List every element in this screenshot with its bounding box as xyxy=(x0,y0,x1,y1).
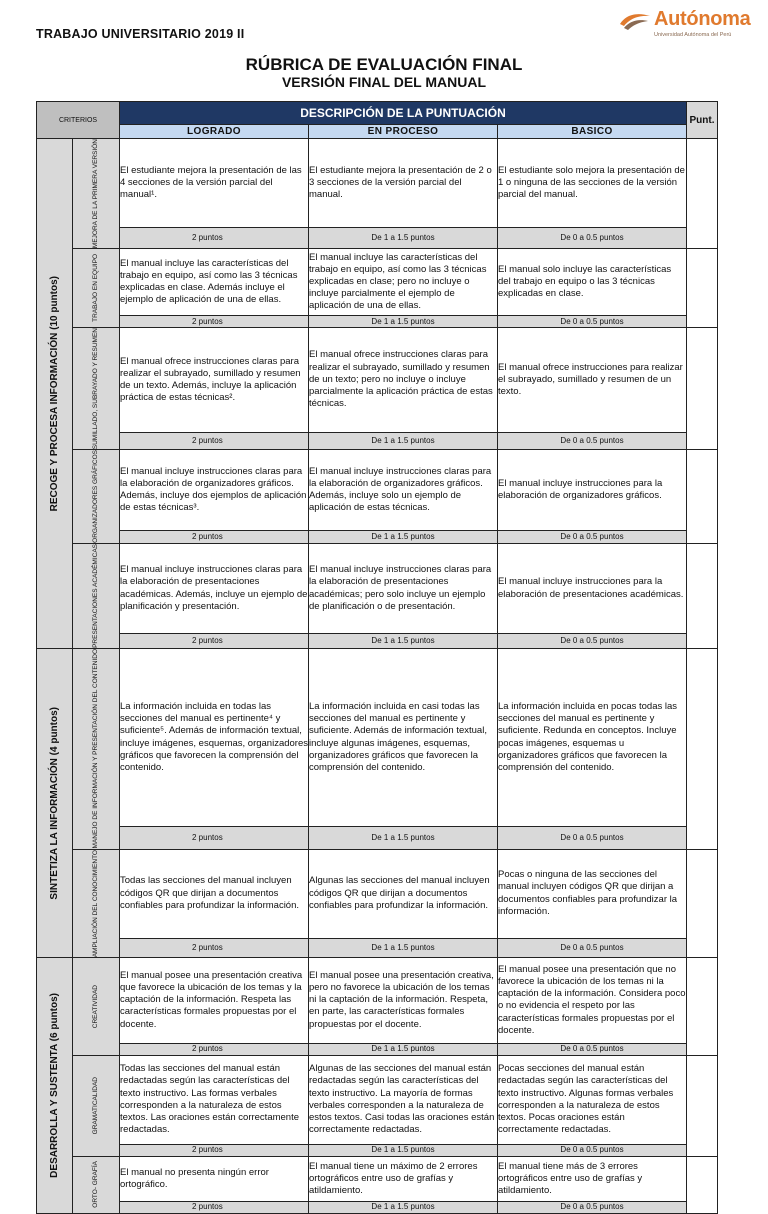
desc-en-proceso: El estudiante mejora la presentación de 2 o 3 secciones de la versión parcial del manual. xyxy=(309,139,498,228)
points-logrado: 2 puntos xyxy=(120,1201,309,1213)
desc-en-proceso: El manual incluye instrucciones claras para la elaboración de organizadores gráficos. Además, incluye solo un ejemplo de aplicación de estas técnicas. xyxy=(309,450,498,530)
desc-logrado: La información incluida en todas las secciones del manual es pertinente⁴ y suficiente⁵. Además de información textual, incluye imágenes, esquemas, organizadores gráficos que favorecen la comprensión del contenido. xyxy=(120,649,309,827)
group-label-text: RECOGE Y PROCESA INFORMACIÓN (10 puntos) xyxy=(49,275,60,512)
points-basico: De 0 a 0.5 puntos xyxy=(498,432,687,449)
criterios-header: CRITERIOS xyxy=(37,102,120,139)
points-logrado: 2 puntos xyxy=(120,316,309,328)
points-logrado: 2 puntos xyxy=(120,228,309,249)
points-row xyxy=(37,1201,718,1213)
criterion-label xyxy=(73,544,120,649)
desc-en-proceso: El manual incluye instrucciones claras para la elaboración de presentaciones académicas; pero solo incluye un ejemplo de planificación o de presentación. xyxy=(309,544,498,634)
points-basico: De 0 a 0.5 puntos xyxy=(498,1043,687,1055)
points-row xyxy=(37,827,718,849)
criterion-label xyxy=(73,649,120,849)
points-logrado: 2 puntos xyxy=(120,634,309,649)
desc-en-proceso: El manual tiene un máximo de 2 errores ortográficos entre uso de grafías y atildamiento. xyxy=(309,1156,498,1201)
criterion-row xyxy=(37,328,718,433)
criterion-label xyxy=(73,328,120,450)
desc-logrado: El manual no presenta ningún error ortográfico. xyxy=(120,1156,309,1201)
description-header: DESCRIPCIÓN DE LA PUNTUACIÓN xyxy=(120,102,687,125)
points-logrado: 2 puntos xyxy=(120,1043,309,1055)
points-basico: De 0 a 0.5 puntos xyxy=(498,228,687,249)
points-row xyxy=(37,634,718,649)
rubric-table xyxy=(36,101,718,1214)
points-row xyxy=(37,530,718,543)
desc-basico: Pocas o ninguna de las secciones del manual incluyen códigos QR que dirijan a documentos confiables para profundizar la información. xyxy=(498,849,687,938)
score-cell[interactable] xyxy=(687,328,718,450)
criterion-label-text: CREATIVIDAD xyxy=(92,984,99,1028)
criterion-row xyxy=(37,1156,718,1201)
desc-en-proceso: Algunas las secciones del manual incluyen códigos QR que dirijan a documentos confiables para profundizar la información. xyxy=(309,849,498,938)
points-basico: De 0 a 0.5 puntos xyxy=(498,316,687,328)
desc-basico: El manual incluye instrucciones para la elaboración de organizadores gráficos. xyxy=(498,450,687,530)
logo-name: Autónoma xyxy=(654,8,751,30)
criterion-row xyxy=(37,139,718,228)
points-row xyxy=(37,938,718,957)
criterion-label-text: GRAMATICALIDAD xyxy=(92,1077,99,1135)
points-row xyxy=(37,432,718,449)
desc-basico: La información incluida en pocas todas las secciones del manual es pertinente y suficiente. Redunda en conceptos. Incluye pocas imágenes, esquemas u organizadores gráficos que favorecen la comprensión del contenido. xyxy=(498,649,687,827)
desc-basico: El manual incluye instrucciones para la elaboración de presentaciones académicas. xyxy=(498,544,687,634)
desc-logrado: Todas las secciones del manual incluyen códigos QR que dirijan a documentos confiables para profundizar la información. xyxy=(120,849,309,938)
desc-en-proceso: La información incluida en casi todas las secciones del manual es pertinente y suficiente. Además de información textual, incluye algunas imágenes, esquemas, organizadores gráficos que favorecen la comprensión del contenido. xyxy=(309,649,498,827)
criterion-label-text: PRESENTACIONES ACADÉMICAS xyxy=(92,544,99,649)
criterion-row xyxy=(37,249,718,316)
criterion-label xyxy=(73,139,120,249)
university-logo xyxy=(616,6,751,46)
page-subtitle: VERSIÓN FINAL DEL MANUAL xyxy=(281,74,487,90)
criterion-label-text: MEJORA DE LA PRIMERA VERSIÓN xyxy=(92,139,99,249)
criterion-row xyxy=(37,957,718,1043)
criterion-label-text: MANEJO DE INFORMACIÓN Y PRESENTACIÓN DEL CONTENIDO xyxy=(92,649,99,849)
points-logrado: 2 puntos xyxy=(120,938,309,957)
criterion-row xyxy=(37,849,718,938)
group-label xyxy=(37,957,73,1213)
points-row xyxy=(37,228,718,249)
group-label xyxy=(37,139,73,649)
score-cell[interactable] xyxy=(687,139,718,249)
group-label xyxy=(37,649,73,958)
score-cell[interactable] xyxy=(687,849,718,957)
desc-basico: El manual ofrece instrucciones para realizar el subrayado, sumillado y resumen de un texto. xyxy=(498,328,687,433)
desc-basico: El estudiante solo mejora la presentación de 1 o ninguna de las secciones de la versión parcial del manual. xyxy=(498,139,687,228)
points-basico: De 0 a 0.5 puntos xyxy=(498,938,687,957)
logo-swoosh-icon xyxy=(618,10,652,32)
desc-en-proceso: El manual ofrece instrucciones claras para realizar el subrayado, sumillado y resumen de un texto; pero no incluye o incluye parcialmente la aplicación práctica de estas técnicas. xyxy=(309,328,498,433)
points-row xyxy=(37,1144,718,1156)
desc-basico: El manual solo incluye las características del trabajo en equipo o las 3 técnicas explicadas en clase. xyxy=(498,249,687,316)
points-basico: De 0 a 0.5 puntos xyxy=(498,634,687,649)
points-en-proceso: De 1 a 1.5 puntos xyxy=(309,1201,498,1213)
points-row xyxy=(37,316,718,328)
desc-logrado: El manual incluye instrucciones claras para la elaboración de organizadores gráficos. Además, incluye dos ejemplos de aplicación de estas técnicas³. xyxy=(120,450,309,530)
points-logrado: 2 puntos xyxy=(120,432,309,449)
score-cell[interactable] xyxy=(687,1055,718,1156)
criterion-label-text: TRABAJO EN EQUIPO xyxy=(92,254,99,323)
desc-logrado: Todas las secciones del manual están redactadas según las características del texto instructivo. Las formas verbales corresponden a la naturaleza de estos textos. Las oraciones están correctamente redactadas. xyxy=(120,1055,309,1144)
points-logrado: 2 puntos xyxy=(120,827,309,849)
points-basico: De 0 a 0.5 puntos xyxy=(498,1201,687,1213)
level-header-basico: BASICO xyxy=(498,125,687,139)
score-cell[interactable] xyxy=(687,649,718,849)
desc-logrado: El manual incluye instrucciones claras para la elaboración de presentaciones académicas. Además, incluye un ejemplo de planificación y presentación. xyxy=(120,544,309,634)
score-cell[interactable] xyxy=(687,249,718,328)
points-basico: De 0 a 0.5 puntos xyxy=(498,827,687,849)
criterion-label xyxy=(73,1055,120,1156)
criterion-label-text: AMPLIACIÓN DEL CONOCIMIENTO xyxy=(92,849,99,957)
points-en-proceso: De 1 a 1.5 puntos xyxy=(309,316,498,328)
desc-basico: Pocas secciones del manual están redactadas según las características del texto instructivo. Algunas formas verbales corresponden a la naturaleza de estos textos. Pocas oraciones están correctamente redactadas. xyxy=(498,1055,687,1144)
points-en-proceso: De 1 a 1.5 puntos xyxy=(309,432,498,449)
desc-en-proceso: El manual incluye las características del trabajo en equipo, así como las 3 técnicas explicadas en clase; pero no incluye o incluye parcialmente el ejemplo de aplicación de una de ellas. xyxy=(309,249,498,316)
points-en-proceso: De 1 a 1.5 puntos xyxy=(309,634,498,649)
points-en-proceso: De 1 a 1.5 puntos xyxy=(309,1144,498,1156)
logo-subtitle: Universidad Autónoma del Perú xyxy=(654,32,732,38)
criterion-label xyxy=(73,957,120,1055)
criterion-row xyxy=(37,649,718,827)
score-cell[interactable] xyxy=(687,957,718,1055)
criterion-label xyxy=(73,450,120,544)
points-logrado: 2 puntos xyxy=(120,530,309,543)
criterion-label-text: ORTO- GRAFÍA xyxy=(92,1161,99,1209)
criterion-row xyxy=(37,450,718,530)
desc-logrado: El manual incluye las características del trabajo en equipo, así como las 3 técnicas explicadas en clase. Además incluye el ejemplo de aplicación de una de ellas. xyxy=(120,249,309,316)
desc-logrado: El estudiante mejora la presentación de las 4 secciones de la versión parcial del manual¹. xyxy=(120,139,309,228)
points-en-proceso: De 1 a 1.5 puntos xyxy=(309,1043,498,1055)
level-header-en-proceso: EN PROCESO xyxy=(309,125,498,139)
score-cell[interactable] xyxy=(687,1156,718,1213)
points-en-proceso: De 1 a 1.5 puntos xyxy=(309,530,498,543)
criterion-label xyxy=(73,249,120,328)
score-cell[interactable] xyxy=(687,544,718,649)
points-basico: De 0 a 0.5 puntos xyxy=(498,530,687,543)
desc-logrado: El manual ofrece instrucciones claras para realizar el subrayado, sumillado y resumen de un texto. Además, incluye la aplicación práctica de estas técnicas². xyxy=(120,328,309,433)
criterion-label xyxy=(73,1156,120,1213)
desc-en-proceso: El manual posee una presentación creativa, pero no favorece la ubicación de los temas ni la captación de la información. Respeta, en parte, las características formales propuestas por el docente. xyxy=(309,957,498,1043)
points-basico: De 0 a 0.5 puntos xyxy=(498,1144,687,1156)
criterion-label-text: ORGANIZADORES GRÁFICOS xyxy=(92,450,99,544)
criterion-row xyxy=(37,544,718,634)
points-en-proceso: De 1 a 1.5 puntos xyxy=(309,228,498,249)
desc-basico: El manual tiene más de 3 errores ortográficos entre uso de grafías y atildamiento. xyxy=(498,1156,687,1201)
desc-en-proceso: Algunas de las secciones del manual están redactadas según las características del texto instructivo. La mayoría de formas verbales corresponden a la naturaleza de estos textos. Casi todas las oraciones están correctamente redactadas. xyxy=(309,1055,498,1144)
page-title: RÚBRICA DE EVALUACIÓN FINAL xyxy=(245,55,523,74)
desc-basico: El manual posee una presentación que no favorece la ubicación de los temas ni la captación de la información. Considera poco o no evidencia el respeto por las características formales propuestas por el docente. xyxy=(498,957,687,1043)
group-label-text: SINTETIZA LA INFORMACIÓN (4 puntos) xyxy=(49,706,60,900)
score-cell[interactable] xyxy=(687,450,718,544)
criterion-label xyxy=(73,849,120,957)
points-row xyxy=(37,1043,718,1055)
desc-logrado: El manual posee una presentación creativa que favorece la ubicación de los temas y la captación de la información. Respeta las características formales propuestas por el docente. xyxy=(120,957,309,1043)
points-en-proceso: De 1 a 1.5 puntos xyxy=(309,938,498,957)
points-en-proceso: De 1 a 1.5 puntos xyxy=(309,827,498,849)
criterion-row xyxy=(37,1055,718,1144)
points-logrado: 2 puntos xyxy=(120,1144,309,1156)
punt-header: Punt. xyxy=(687,102,718,139)
criterion-label-text: SUMILLADO, SUBRAYADO Y RESUMEN xyxy=(92,328,99,450)
group-label-text: DESARROLLA Y SUSTENTA (6 puntos) xyxy=(49,992,60,1178)
course-title: TRABAJO UNIVERSITARIO 2019 II xyxy=(36,27,245,41)
level-header-logrado: LOGRADO xyxy=(120,125,309,139)
